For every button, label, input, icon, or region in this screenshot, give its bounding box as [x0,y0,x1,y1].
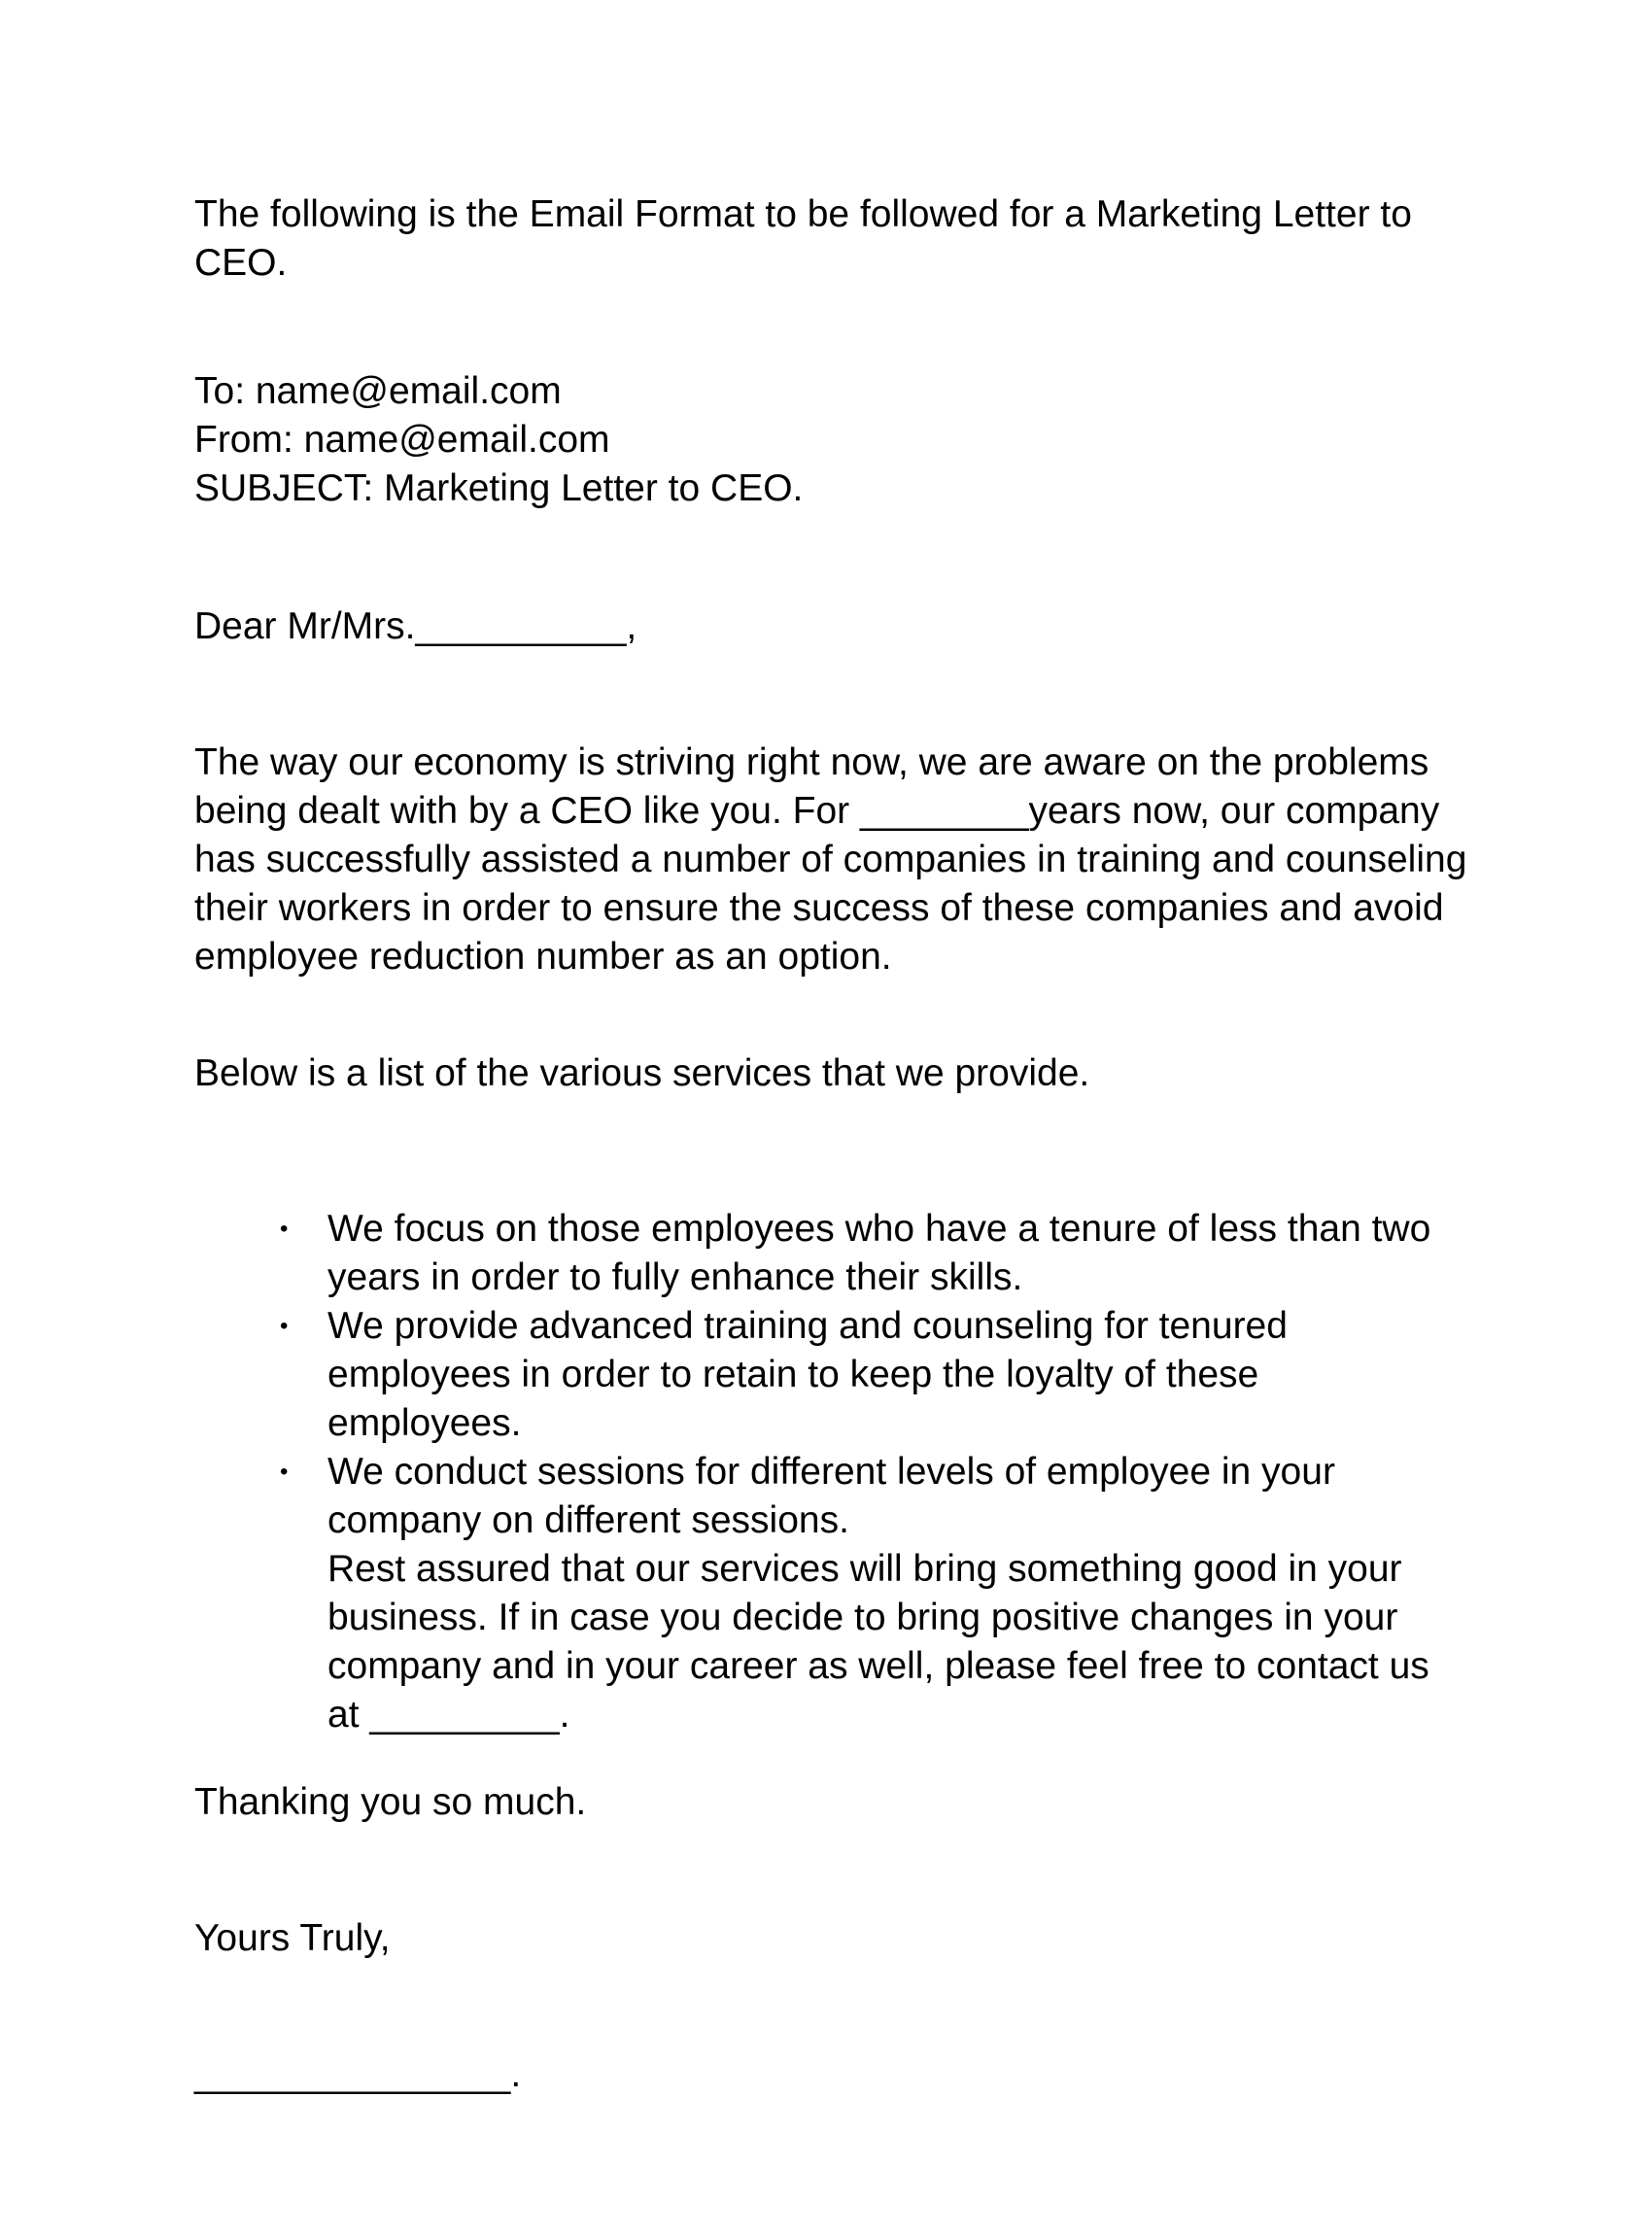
service-item [194,1302,1477,1448]
valediction: Yours Truly, [194,1917,391,1959]
service-text: We provide advanced training and counseling for tenured employees in order to retain to keep the loyalty of these employees. [327,1305,1288,1444]
thanks-line: Thanking you so much. [194,1781,587,1823]
email-subject-line: SUBJECT: Marketing Letter to CEO. [194,467,804,509]
email-to-line: To: name@email.com [194,370,562,412]
service-text: We focus on those employees who have a tenure of less than two years in order to fully enhance their skills. [327,1208,1431,1298]
bullet-icon: • [280,1313,289,1339]
salutation: Dear Mr/Mrs.__________, [194,605,637,647]
signature-blank: _______________. [194,2053,522,2095]
service-item [194,1448,1477,1545]
body-paragraph: The way our economy is striving right now, we are aware on the problems being dealt with by a CEO like you. For ________years now, our company has successfully assisted a number of companies in training and counseling their workers in order to ensure the success of these companies and avoid employee reduction number as an option. [194,741,1467,978]
services-intro: Below is a list of the various services that we provide. [194,1052,1090,1094]
service-text: We conduct sessions for different levels of employee in your company on different sessions. [327,1451,1335,1541]
email-from-line: From: name@email.com [194,419,610,461]
bullet-icon: • [280,1459,289,1485]
closing-paragraph: Rest assured that our services will bring something good in your business. If in case you decide to bring positive changes in your company and in your career as well, please feel free to contact us at _________. [327,1548,1429,1736]
services-list [194,1205,1477,1545]
intro-text: The following is the Email Format to be followed for a Marketing Letter to CEO. [194,193,1412,284]
bullet-icon: • [280,1216,289,1242]
service-item [194,1205,1477,1302]
